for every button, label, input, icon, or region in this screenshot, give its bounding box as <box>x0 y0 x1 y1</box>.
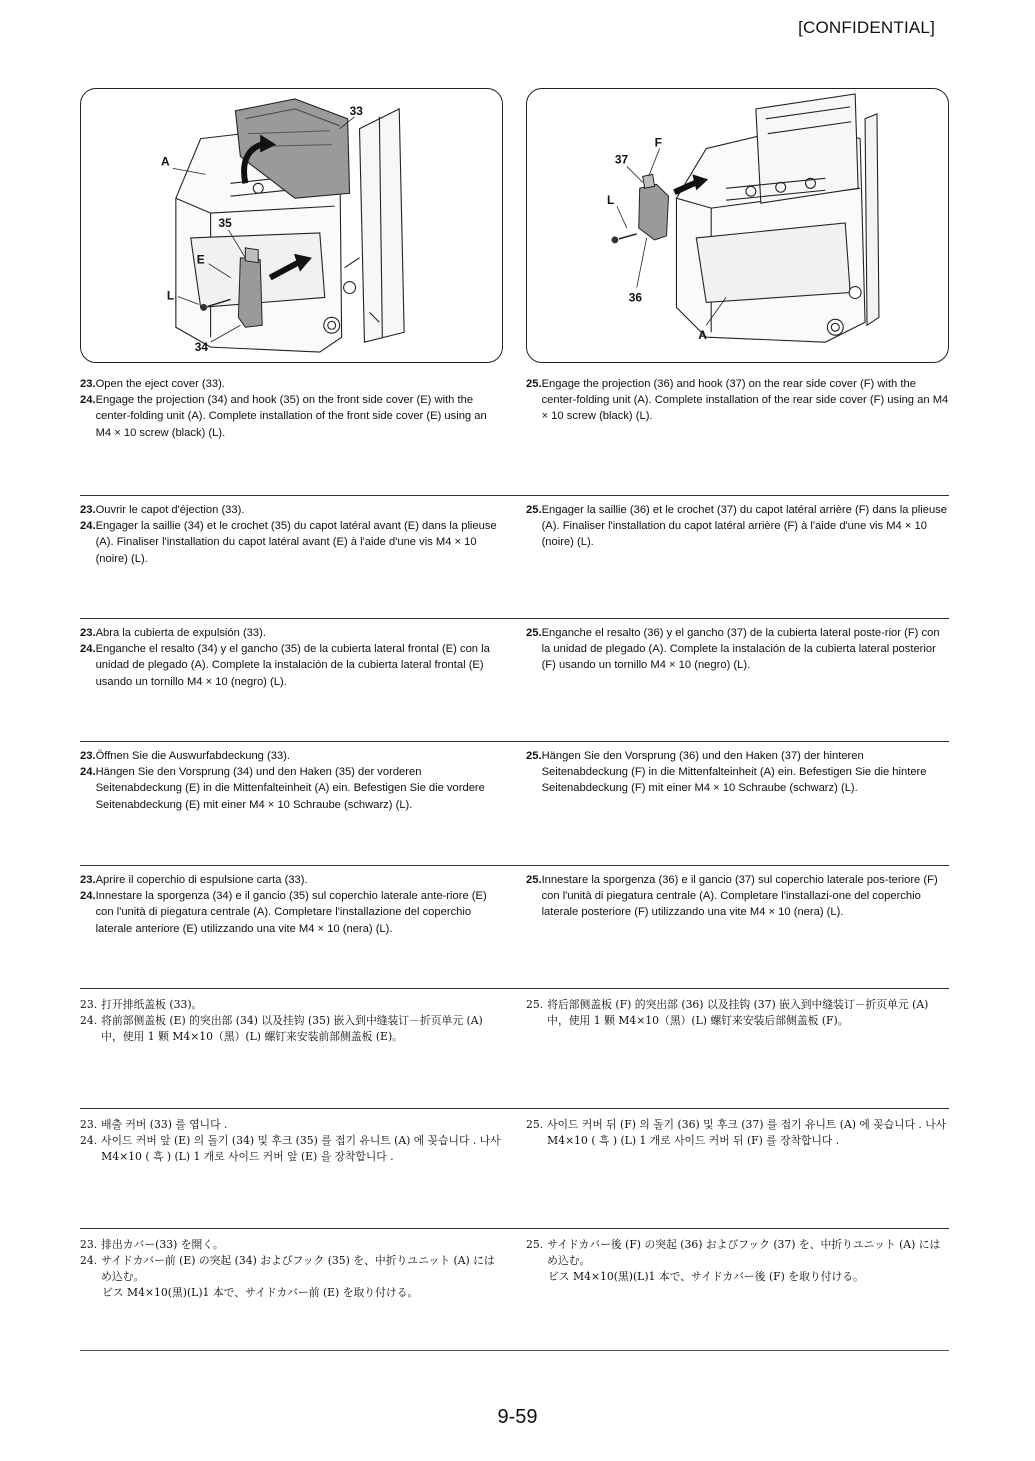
step-text: 将前部侧盖板 (E) 的突出部 (34) 以及挂钩 (35) 嵌入到中缝装订－折页单元 (A) 中，使用 1 颗 M4×10（黑）(L) 螺钉来安装前部侧盖板 (E)。 <box>101 1014 483 1043</box>
chinese-left-column <box>80 997 504 1045</box>
label-33: 33 <box>349 103 363 118</box>
italian-right-column <box>526 872 950 921</box>
korean-left-column <box>80 1117 504 1165</box>
section-korean <box>80 1108 949 1163</box>
step-25 <box>526 376 950 425</box>
step-number: 24. <box>80 394 96 407</box>
german-right-column <box>526 748 950 797</box>
step-number: 23. <box>80 874 96 886</box>
step-23 <box>80 1237 504 1253</box>
english-right-column <box>526 376 950 425</box>
step-text: Engage the projection (34) and hook (35) on the front side cover (E) with the center-folding unit (A). Complete installation of the front side cover (E) using an M4 × 10 screw (black) (L). <box>95 394 487 439</box>
step-number: 24. <box>80 643 96 656</box>
step-text: 将后部侧盖板 (F) 的突出部 (36) 以及挂钩 (37) 嵌入到中缝装订－折页单元 (A) 中，使用 1 颗 M4×10（黑）(L) 螺钉来安装后部侧盖板 (F)。 <box>547 998 929 1027</box>
spanish-left-column <box>80 625 504 690</box>
step-number: 23. <box>80 1118 98 1131</box>
label-35: 35 <box>218 215 232 230</box>
step-24 <box>80 888 504 937</box>
step-number: 24. <box>80 520 96 533</box>
label-34: 34 <box>194 340 208 355</box>
step-23 <box>80 997 504 1013</box>
chinese-right-column <box>526 997 950 1029</box>
step-25-continuation: ビス M4×10(黒)(L)1 本で、サイドカバー後 (F) を取り付ける。 <box>548 1270 864 1283</box>
step-text: Hängen Sie den Vorsprung (36) und den Haken (37) der hinteren Seitenabdeckung (F) in die Mittenfalteinheit (A) ein. Befestigen Sie die hintere Seitenabdeckung (F) mit einer M4 × 10 Schraube (schwarz) (L). <box>541 750 927 795</box>
step-number: 25. <box>526 1118 544 1131</box>
step-23 <box>80 872 504 888</box>
step-number: 25. <box>526 378 542 390</box>
step-number: 24. <box>80 890 96 903</box>
step-number: 23. <box>80 750 96 762</box>
step-number: 25. <box>526 750 542 762</box>
korean-right-column <box>526 1117 950 1149</box>
english-left-column <box>80 376 504 441</box>
step-25 <box>526 625 950 674</box>
section-spanish <box>80 618 949 688</box>
label-l: L <box>166 288 175 303</box>
front-side-cover-illustration <box>81 89 502 362</box>
step-text: Engage the projection (36) and hook (37) on the rear side cover (F) with the center-folding unit (A). Complete installation of the rear side cover (F) using an M4 × 10 screw (black) (L). <box>541 378 949 423</box>
step-23 <box>80 376 504 392</box>
section-chinese <box>80 988 949 1043</box>
step-text: Innestare la sporgenza (36) e il gancio (37) sul coperchio laterale pos-teriore (F) con l'unità di piegatura centrale (A). Completare l'installazi-one del coperchio laterale posteriore (F) utilizzando una vite M4 × 10 (nera) (L). <box>541 874 938 919</box>
japanese-left-column <box>80 1237 504 1301</box>
section-italian <box>80 865 949 935</box>
step-text: 排出カバー(33) を開く。 <box>101 1238 224 1251</box>
rear-side-cover-illustration <box>527 89 948 362</box>
step-number: 25. <box>526 874 542 886</box>
step-text: 打开排纸盖板 (33)。 <box>101 998 203 1011</box>
step-25 <box>526 997 950 1029</box>
step-25 <box>526 872 950 921</box>
label-e: E <box>196 252 205 267</box>
step-text: 사이드 커버 뒤 (F) 의 돌기 (36) 및 후크 (37) 를 접기 유니트 (A) 에 꽂습니다 . 나사 M4×10 ( 흑 ) (L) 1 개로 사이드 커버 뒤 (F) 를 장착합니다 . <box>547 1118 947 1147</box>
step-text: 배출 커버 (33) 를 엽니다 . <box>101 1118 228 1131</box>
confidential-mark: [CONFIDENTIAL] <box>798 18 935 37</box>
section-japanese <box>80 1228 949 1299</box>
step-text: サイドカバー後 (F) の突起 (36) およびフック (37) を、中折りユニット (A) にはめ込む。 <box>547 1238 941 1267</box>
label-36: 36 <box>628 290 643 305</box>
step-24 <box>80 764 504 813</box>
spanish-right-column <box>526 625 950 674</box>
step-text: Ouvrir le capot d'éjection (33). <box>95 504 245 516</box>
step-25 <box>526 1237 950 1269</box>
step-text: Hängen Sie den Vorsprung (34) und den Haken (35) der vorderen Seitenabdeckung (E) in die Mittenfalteinheit (A) ein. Befestigen Sie die vordere Seitenabdeckung (E) mit einer M4 × 10 Schraube (schwarz) (L). <box>95 766 485 811</box>
footer-divider <box>80 1350 949 1351</box>
step-text: 사이드 커버 앞 (E) 의 돌기 (34) 및 후크 (35) 를 접기 유니트 (A) 에 꽂습니다 . 나사 M4×10 ( 흑 ) (L) 1 개로 사이드 커버 앞 (E) 을 장착합니다 . <box>101 1134 501 1163</box>
figure-front-side-cover <box>80 88 503 363</box>
label-a: A <box>160 154 170 169</box>
italian-left-column <box>80 872 504 937</box>
step-24 <box>80 518 504 567</box>
step-number: 25. <box>526 504 542 516</box>
step-24-continuation: ビス M4×10(黒)(L)1 本で、サイドカバー前 (E) を取り付ける。 <box>102 1286 419 1299</box>
page-number: 9-59 <box>497 1406 538 1428</box>
step-text: Enganche el resalto (36) y el gancho (37) de la cubierta lateral poste-rior (F) con la unidad de plegado (A). Complete la instalación de la cubierta lateral posterior (F) usando un tornillo M4 × 10 (negro) (L). <box>541 627 940 672</box>
step-number: 25. <box>526 627 542 639</box>
step-number: 24. <box>80 1014 98 1027</box>
step-text: Aprire il coperchio di espulsione carta (33). <box>95 874 308 886</box>
step-text: Innestare la sporgenza (34) e il gancio (35) sul coperchio laterale ante-riore (E) con l'unità di piegatura centrale (A). Completare l'installazione del coperchio laterale anteriore (E) utilizzando una vite M4 × 10 (nera) (L). <box>95 890 487 935</box>
german-left-column <box>80 748 504 813</box>
step-number: 25. <box>526 1238 544 1251</box>
step-number: 23. <box>80 504 96 516</box>
section-german <box>80 741 949 811</box>
figure-rear-side-cover <box>526 88 949 363</box>
step-text: サイドカバー前 (E) の突起 (34) およびフック (35) を、中折りユニット (A) にはめ込む。 <box>101 1254 495 1283</box>
step-24 <box>80 1253 504 1285</box>
step-text: Open the eject cover (33). <box>95 378 225 390</box>
step-25 <box>526 502 950 551</box>
step-24 <box>80 1013 504 1045</box>
step-number: 24. <box>80 766 96 779</box>
step-23 <box>80 1117 504 1133</box>
step-number: 25. <box>526 998 544 1011</box>
french-left-column <box>80 502 504 567</box>
step-24 <box>80 392 504 441</box>
section-french <box>80 495 949 565</box>
step-23 <box>80 625 504 641</box>
step-25 <box>526 1117 950 1149</box>
step-number: 23. <box>80 1238 98 1251</box>
japanese-right-column <box>526 1237 950 1285</box>
step-24 <box>80 641 504 690</box>
step-24 <box>80 1133 504 1165</box>
label-37: 37 <box>614 152 629 167</box>
step-text: Abra la cubierta de expulsión (33). <box>95 627 266 639</box>
step-number: 23. <box>80 627 96 639</box>
step-23 <box>80 748 504 764</box>
step-text: Öffnen Sie die Auswurfabdeckung (33). <box>95 750 291 762</box>
step-number: 24. <box>80 1134 98 1147</box>
step-text: Engager la saillie (34) et le crochet (35) du capot latéral avant (E) dans la plieuse (A). Finaliser l'installation du capot latéral avant (E) à l'aide d'une vis M4 × 10 (noire) (L). <box>95 520 497 565</box>
step-text: Engager la saillie (36) et le crochet (37) du capot latéral arrière (F) dans la plieuse (A). Finaliser l'installation du capot latéral arrière (F) à l'aide d'une vis M4 × 10 (noire) (L). <box>541 504 948 549</box>
label-l: L <box>606 193 615 208</box>
label-f: F <box>654 135 662 150</box>
step-number: 23. <box>80 378 96 390</box>
step-23 <box>80 502 504 518</box>
step-25 <box>526 748 950 797</box>
step-number: 23. <box>80 998 98 1011</box>
french-right-column <box>526 502 950 551</box>
step-text: Enganche el resalto (34) y el gancho (35) de la cubierta lateral frontal (E) con la unidad de plegado (A). Complete la instalación de la cubierta lateral frontal (E) usando un tornillo M4 × 10 (negro) (L). <box>95 643 490 688</box>
step-number: 24. <box>80 1254 98 1267</box>
label-a: A <box>698 328 707 343</box>
